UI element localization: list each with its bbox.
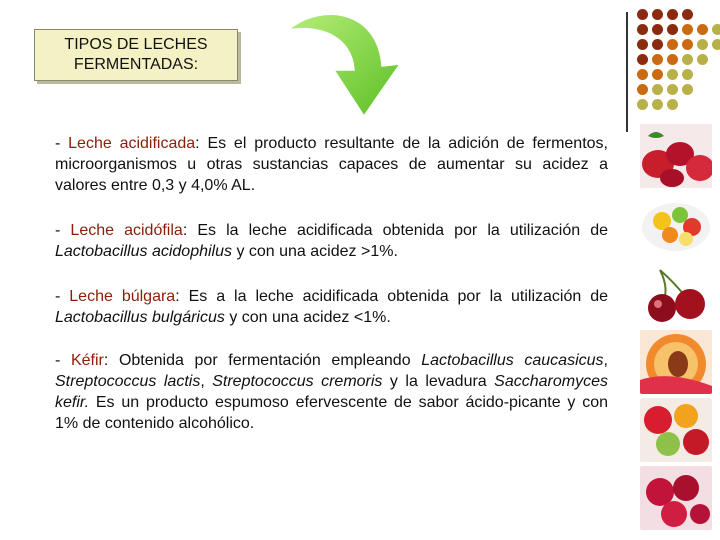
decor-dot: [652, 99, 663, 110]
decor-dot: [637, 54, 648, 65]
strawberries-thumbnail: [640, 124, 712, 188]
decor-dot: [652, 24, 663, 35]
decor-dot: [637, 24, 648, 35]
decor-dot: [697, 39, 708, 50]
decor-dot: [682, 84, 693, 95]
peach-thumbnail: [640, 330, 712, 394]
fruit-mix-thumbnail: [640, 398, 712, 462]
decor-dot: [652, 9, 663, 20]
paragraph-kefir: - Kéfir: Obtenida por fermentación empleando Lactobacillus caucasicus, Streptococcus lactis, Streptococcus cremoris y la levadura Saccharomyces kefir. Es un producto espumoso efervescente de sabor ácido-picante y con 1% de contenido alcohólico.: [55, 352, 608, 432]
curved-arrow-icon: [282, 8, 414, 120]
decor-dot: [637, 9, 648, 20]
decor-dot: [637, 39, 648, 50]
term-leche-acidificada: Leche acidificada: [68, 135, 196, 152]
decor-dot: [682, 9, 693, 20]
decor-dot: [652, 84, 663, 95]
decor-dot: [667, 99, 678, 110]
paragraph-leche-acidofila: - Leche acidófila: Es la leche acidificada obtenida por la utilización de Lactobacillus acidophilus y con una acidez >1%.: [55, 222, 609, 260]
decor-dot: [697, 54, 708, 65]
decor-dot: [682, 39, 693, 50]
decor-dot: [667, 54, 678, 65]
decor-dot: [682, 24, 693, 35]
divider-line: [626, 12, 628, 132]
cherries-thumbnail: [640, 262, 712, 326]
decor-dot: [652, 54, 663, 65]
decor-dot: [667, 39, 678, 50]
paragraph-leche-acidificada: - Leche acidificada: Es el producto resultante de la adición de fermentos, microorganismos u otras sustancias capaces de aumentar su acidez a valores entre 0,3 y 4,0% AL.: [55, 135, 608, 194]
decor-dot: [682, 69, 693, 80]
decor-dot: [637, 69, 648, 80]
title-line-2: FERMENTADAS:: [73, 56, 199, 73]
decor-dot: [667, 69, 678, 80]
raspberries-thumbnail: [640, 466, 712, 530]
title-line-1: TIPOS DE LECHES: [64, 36, 208, 53]
decor-dot: [667, 84, 678, 95]
fruit-salad-thumbnail: [640, 193, 712, 257]
decor-dot: [652, 69, 663, 80]
decor-dot: [712, 24, 720, 35]
decor-dot: [712, 39, 720, 50]
decor-dot: [667, 24, 678, 35]
term-leche-acidofila: Leche acidófila: [70, 222, 183, 239]
decor-dot: [637, 84, 648, 95]
decor-dot: [667, 9, 678, 20]
title-box: [34, 29, 238, 81]
decor-dot: [637, 99, 648, 110]
paragraph-leche-bulgara: - Leche búlgara: Es a la leche acidificada obtenida por la utilización de Lactobacillus bulgáricus y con una acidez <1%.: [55, 288, 608, 326]
decor-dot: [697, 24, 708, 35]
decor-dot: [682, 54, 693, 65]
decor-dot: [652, 39, 663, 50]
term-kefir: Kéfir: [70, 352, 104, 369]
term-leche-bulgara: Leche búlgara: [69, 288, 176, 305]
